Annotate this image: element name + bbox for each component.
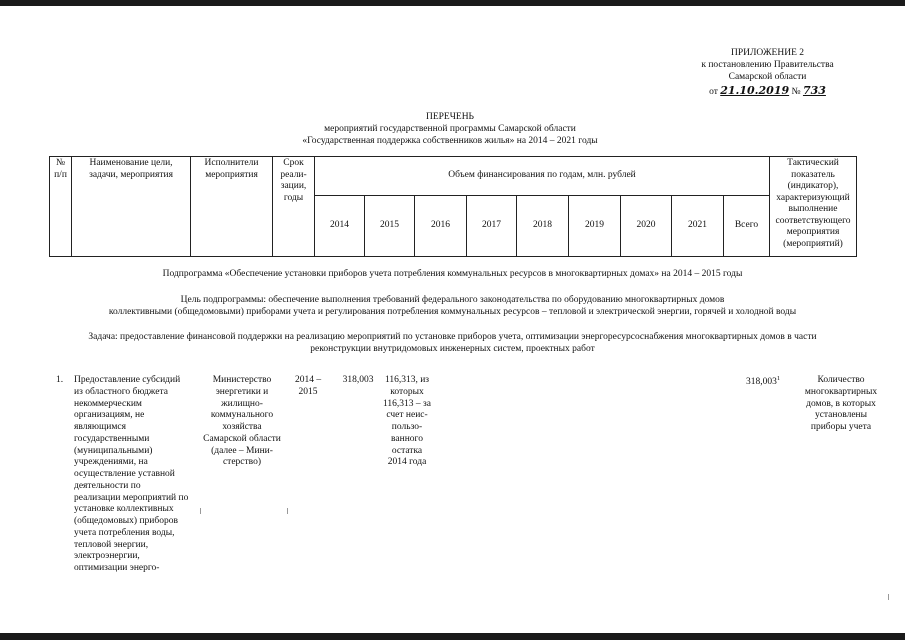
year-2020: 2020	[621, 196, 672, 257]
row1-term: 2014 – 2015	[294, 375, 322, 397]
year-2015: 2015	[365, 196, 415, 257]
year-2017: 2017	[467, 196, 517, 257]
row1-2015: 116,313, из которых 116,313 – за счет неис-пользо-ванного остатка 2014 года	[383, 375, 431, 468]
title-line2: мероприятий государственной программы Самарской области	[324, 123, 576, 134]
col-num: № п/п	[50, 157, 72, 257]
task-line1: Задача: предоставление финансовой поддержки на реализацию мероприятий по установке приборов учета, оптимизации энергоресурсоснабжения многоквартирных домов в части	[88, 332, 817, 342]
column-guide-mark	[287, 508, 288, 514]
year-2014: 2014	[315, 196, 365, 257]
goal-line2: коллективными (общедомовыми) приборами учета и регулирования потребления коммунальных ресурсов – тепловой и электрической энергии, горячей и холодной воды	[108, 307, 797, 318]
col-funding: Объем финансирования по годам, млн. рублей	[315, 157, 770, 196]
row1-num: 1.	[56, 375, 64, 385]
year-2016: 2016	[415, 196, 467, 257]
appendix-block	[680, 48, 855, 99]
row1-total-footnote: 1	[776, 375, 781, 382]
row1-executor: Министерство энергетики и жилищно-коммунального хозяйства Самарской области (далее – Мини-стерство)	[203, 375, 281, 468]
title-line3: «Государственная поддержка собственников жилья» на 2014 – 2021 годы	[302, 135, 598, 146]
col-indicator: Тактический показатель (индикатор), характеризующий выполнение соответствующего мероприятия (мероприятий)	[770, 157, 857, 257]
column-guide-mark	[888, 594, 889, 600]
row1-name: Предоставление субсидий из областного бюджета некоммерческим организациям, не являющимся государственными (муниципальными) учреждениями, на осуществление уставной деятельности по реализации мероприятий по установке коллективных (общедомовых) приборов учета потребления воды, тепловой энергии, электроэнергии, оптимизации энерго-	[74, 375, 189, 574]
year-2021: 2021	[672, 196, 724, 257]
title-line1: ПЕРЕЧЕНЬ	[425, 112, 475, 122]
row1-2014: 318,003	[342, 375, 374, 385]
goal-block	[30, 294, 875, 319]
col-executors: Исполнители мероприятия	[191, 157, 273, 257]
date-value: 21.10.2019	[720, 83, 790, 97]
scan-edge-top	[0, 0, 905, 6]
column-guide-mark	[200, 508, 201, 514]
goal-line1: Цель подпрограммы: обеспечение выполнения требований федерального законодательства по оборудованию многоквартирных домов	[180, 295, 725, 305]
header-table	[49, 156, 857, 257]
col-term: Срок реали-зации, годы	[273, 157, 315, 257]
appendix-date-line	[680, 84, 855, 99]
year-total: Всего	[724, 196, 770, 257]
year-2018: 2018	[517, 196, 569, 257]
number-value: 733	[802, 83, 826, 97]
appendix-line2: к постановлению Правительства	[701, 59, 834, 70]
date-prefix: от	[709, 86, 718, 97]
subprogram-heading: Подпрограмма «Обеспечение установки приборов учета потребления коммунальных ресурсов в многоквартирных домах» на 2014 – 2015 годы	[162, 269, 743, 279]
row1-indicator: Количество многоквартирных домов, в которых установлены приборы учета	[804, 375, 878, 433]
row1-total	[746, 375, 786, 389]
appendix-line3: Самарской области	[728, 71, 807, 82]
document-title	[150, 112, 750, 148]
scan-edge-bottom	[0, 633, 905, 640]
number-prefix: №	[791, 86, 801, 97]
col-name: Наименование цели, задачи, мероприятия	[72, 157, 191, 257]
row1-total-value: 318,003	[746, 377, 777, 388]
task-block	[30, 331, 875, 356]
task-line2: реконструкции внутридомовых инженерных систем, проектных работ	[310, 344, 595, 355]
appendix-line1: ПРИЛОЖЕНИЕ 2	[730, 48, 805, 58]
year-2019: 2019	[569, 196, 621, 257]
